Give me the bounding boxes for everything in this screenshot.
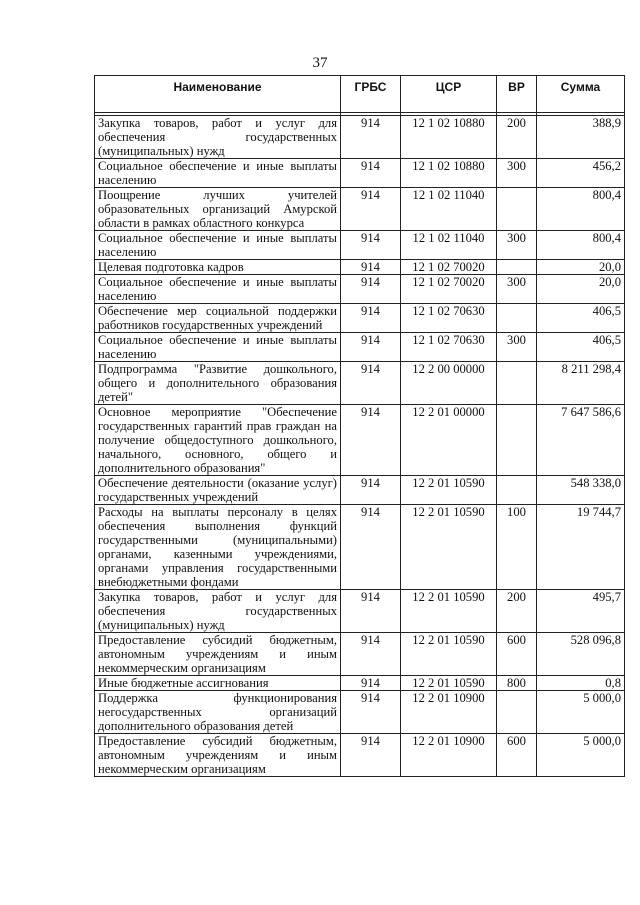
cell-csr: 12 1 02 70020 [401, 275, 497, 304]
cell-vr: 300 [497, 159, 537, 188]
cell-sum: 528 096,8 [537, 633, 625, 676]
cell-sum: 7 647 586,6 [537, 405, 625, 476]
cell-grbs: 914 [341, 275, 401, 304]
cell-csr: 12 2 01 00000 [401, 405, 497, 476]
cell-grbs: 914 [341, 231, 401, 260]
header-grbs: ГРБС [341, 76, 401, 113]
cell-sum: 20,0 [537, 260, 625, 275]
page-number: 37 [312, 55, 328, 71]
table-header-row [95, 76, 625, 113]
cell-vr [497, 188, 537, 231]
cell-csr: 12 2 01 10590 [401, 505, 497, 590]
cell-grbs: 914 [341, 188, 401, 231]
cell-csr: 12 1 02 11040 [401, 231, 497, 260]
cell-csr: 12 1 02 70630 [401, 333, 497, 362]
cell-vr: 200 [497, 116, 537, 159]
cell-sum: 548 338,0 [537, 476, 625, 505]
cell-sum: 5 000,0 [537, 691, 625, 734]
table-row [95, 275, 625, 304]
header-name: Наименование [95, 76, 341, 113]
cell-name: Закупка товаров, работ и услуг для обеспечения государственных (муниципальных) нужд [95, 116, 341, 159]
cell-name: Предоставление субсидий бюджетным, автономным учреждениям и иным некоммерческим организациям [95, 734, 341, 777]
cell-vr: 600 [497, 633, 537, 676]
cell-csr: 12 2 01 10590 [401, 633, 497, 676]
cell-vr [497, 476, 537, 505]
cell-sum: 495,7 [537, 590, 625, 633]
cell-csr: 12 2 01 10590 [401, 476, 497, 505]
table-row [95, 231, 625, 260]
cell-vr: 200 [497, 590, 537, 633]
cell-csr: 12 2 00 00000 [401, 362, 497, 405]
cell-vr [497, 362, 537, 405]
cell-grbs: 914 [341, 691, 401, 734]
cell-name: Предоставление субсидий бюджетным, автономным учреждениям и иным некоммерческим организациям [95, 633, 341, 676]
table-row [95, 159, 625, 188]
cell-csr: 12 2 01 10900 [401, 734, 497, 777]
budget-table [94, 75, 625, 777]
cell-sum: 19 744,7 [537, 505, 625, 590]
cell-vr [497, 304, 537, 333]
header-vr: ВР [497, 76, 537, 113]
cell-name: Социальное обеспечение и иные выплаты населению [95, 275, 341, 304]
cell-grbs: 914 [341, 159, 401, 188]
cell-csr: 12 2 01 10900 [401, 691, 497, 734]
cell-grbs: 914 [341, 676, 401, 691]
cell-vr: 100 [497, 505, 537, 590]
cell-name: Закупка товаров, работ и услуг для обеспечения государственных (муниципальных) нужд [95, 590, 341, 633]
cell-grbs: 914 [341, 476, 401, 505]
cell-grbs: 914 [341, 116, 401, 159]
cell-name: Иные бюджетные ассигнования [95, 676, 341, 691]
table-row [95, 188, 625, 231]
table-row [95, 691, 625, 734]
cell-vr [497, 691, 537, 734]
cell-sum: 800,4 [537, 231, 625, 260]
cell-sum: 406,5 [537, 304, 625, 333]
cell-sum: 0,8 [537, 676, 625, 691]
cell-vr [497, 405, 537, 476]
cell-sum: 800,4 [537, 188, 625, 231]
table-row [95, 505, 625, 590]
table-row [95, 476, 625, 505]
cell-name: Поощрение лучших учителей образовательных организаций Амурской области в рамках областного конкурса [95, 188, 341, 231]
cell-vr: 600 [497, 734, 537, 777]
cell-grbs: 914 [341, 333, 401, 362]
cell-grbs: 914 [341, 260, 401, 275]
cell-name: Обеспечение деятельности (оказание услуг) государственных учреждений [95, 476, 341, 505]
cell-vr: 300 [497, 333, 537, 362]
table-row [95, 304, 625, 333]
cell-grbs: 914 [341, 633, 401, 676]
cell-csr: 12 2 01 10590 [401, 676, 497, 691]
table-row [95, 590, 625, 633]
cell-vr: 800 [497, 676, 537, 691]
cell-vr: 300 [497, 275, 537, 304]
table-row [95, 676, 625, 691]
table-row [95, 333, 625, 362]
header-csr: ЦСР [401, 76, 497, 113]
cell-name: Основное мероприятие "Обеспечение государственных гарантий прав граждан на получение общедоступного дошкольного, начального, основного, общего и дополнительного образования" [95, 405, 341, 476]
cell-name: Обеспечение мер социальной поддержки работников государственных учреждений [95, 304, 341, 333]
table-row [95, 734, 625, 777]
table-row [95, 362, 625, 405]
cell-csr: 12 1 02 70630 [401, 304, 497, 333]
cell-name: Поддержка функционирования негосударственных организаций дополнительного образования детей [95, 691, 341, 734]
cell-grbs: 914 [341, 405, 401, 476]
table-row [95, 260, 625, 275]
cell-vr [497, 260, 537, 275]
cell-name: Подпрограмма "Развитие дошкольного, общего и дополнительного образования детей" [95, 362, 341, 405]
cell-csr: 12 2 01 10590 [401, 590, 497, 633]
cell-sum: 388,9 [537, 116, 625, 159]
cell-sum: 8 211 298,4 [537, 362, 625, 405]
cell-sum: 406,5 [537, 333, 625, 362]
cell-grbs: 914 [341, 734, 401, 777]
cell-csr: 12 1 02 11040 [401, 188, 497, 231]
cell-csr: 12 1 02 10880 [401, 159, 497, 188]
cell-sum: 456,2 [537, 159, 625, 188]
cell-grbs: 914 [341, 362, 401, 405]
cell-csr: 12 1 02 70020 [401, 260, 497, 275]
cell-vr: 300 [497, 231, 537, 260]
table-row [95, 405, 625, 476]
cell-sum: 5 000,0 [537, 734, 625, 777]
header-sum: Сумма [537, 76, 625, 113]
cell-name: Социальное обеспечение и иные выплаты населению [95, 159, 341, 188]
cell-sum: 20,0 [537, 275, 625, 304]
cell-grbs: 914 [341, 590, 401, 633]
cell-csr: 12 1 02 10880 [401, 116, 497, 159]
table-row [95, 633, 625, 676]
cell-grbs: 914 [341, 304, 401, 333]
cell-name: Расходы на выплаты персоналу в целях обеспечения выполнения функций государственными (муниципальными) органами, казенными учреждениями, органами управления государственными внебюджетными фондами [95, 505, 341, 590]
cell-name: Целевая подготовка кадров [95, 260, 341, 275]
cell-grbs: 914 [341, 505, 401, 590]
table-row [95, 116, 625, 159]
cell-name: Социальное обеспечение и иные выплаты населению [95, 333, 341, 362]
table-body [95, 113, 625, 777]
cell-name: Социальное обеспечение и иные выплаты населению [95, 231, 341, 260]
